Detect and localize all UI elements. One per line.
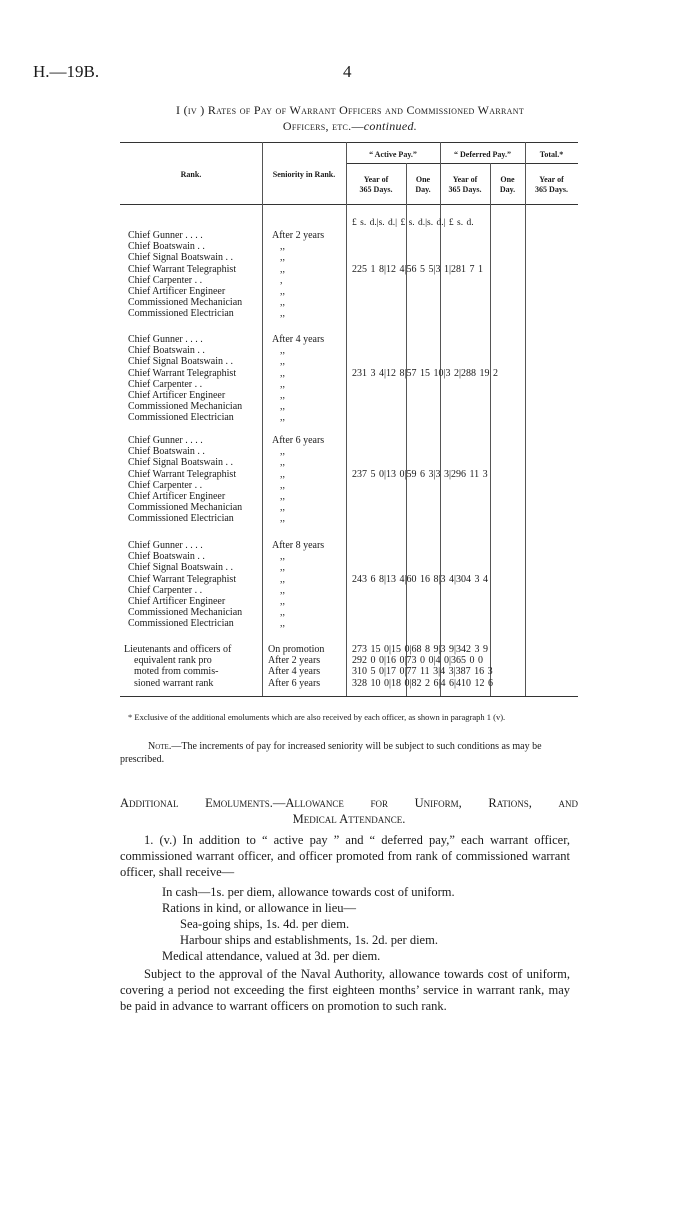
paragraph-2: Subject to the approval of the Naval Authority, allowance towards cost of uniform, covering a period not exceeding the first eighteen months’ service in warrant rank, may be paid in advance to warrant officers on promotion to such rank. [120,967,570,1013]
seniority-cell: ,, [280,573,285,585]
seniority-cell: ,, [280,297,285,309]
seniority-column-divider [346,142,347,696]
active-days-label: 365 Days. [359,185,393,194]
item-medical: Medical attendance, valued at 3d. per diem. [162,949,381,963]
total-days-label: 365 Days. [535,185,568,194]
rank-line: Lieutenants and officers of [124,644,232,655]
rank-cell: Chief Signal Boatswain . . [128,252,233,264]
seniority-cell: ,, [280,596,285,608]
seniority-cell: After 8 years [272,540,325,551]
rank-cell: Chief Gunner . . . . [128,334,203,345]
rank-cell: Chief Gunner . . . . [128,540,203,551]
seniority-line: After 6 years [268,677,321,689]
rank-cell: Chief Gunner . . . . [128,435,203,446]
seniority-cell: ,, [280,308,285,320]
seniority-cell: ,, [280,562,285,574]
rank-cell: Chief Artificer Engineer [128,286,226,298]
rank-cell: Chief Warrant Telegraphist [128,468,237,480]
deferred-days-label: 365 Days. [448,185,482,194]
pay-values-group-4: 243 6 8|13 4|60 16 8|3 4|304 3 4 [352,574,489,585]
seniority-cell: ,, [280,390,285,402]
active-oneday-header [406,175,440,195]
rank-cell: Chief Boatswain . . [128,551,205,563]
rank-cell: Commissioned Electrician [128,308,234,320]
seniority-line: On promotion [268,644,325,655]
seniority-cell: ,, [280,479,285,491]
rank-line: sioned warrant rank [134,677,214,689]
rank-cell: Chief Carpenter . . [128,378,203,390]
document-reference: H.—19B. [33,62,100,81]
seniority-cell: ,, [280,468,285,480]
pay-values-group-2: 231 3 4|12 8|57 15 10|3 2|288 19 2 [352,368,499,379]
seniority-group-1 [272,230,324,320]
rank-cell: Chief Warrant Telegraphist [128,263,237,275]
seniority-group-4 [272,540,324,630]
seniority-cell: ,, [280,286,285,298]
rank-cell: Chief Artificer Engineer [128,390,226,402]
seniority-cell: ,, [280,491,285,503]
rank-cell: Commissioned Mechanician [128,607,243,619]
seniority-line: After 2 years [268,655,321,667]
section-heading-line2: Medical Attendance. [292,812,406,826]
lieutenants-rank-cell [124,644,231,689]
rank-cell: Chief Carpenter . . [128,584,203,596]
pay-values-group-3: 237 5 0|13 0|59 6 3|3 3|296 11 3 [352,469,488,480]
seniority-cell: ,, [280,584,285,596]
rank-line: moted from commis- [134,666,219,678]
note [120,740,580,766]
seniority-cell: ,, [280,551,285,563]
seniority-cell: ,, [280,401,285,413]
item-sea-going: Sea-going ships, 1s. 4d. per diem. [180,917,350,931]
footnote: * Exclusive of the additional emoluments which are also received by each officer, as shown in paragraph 1 (v). [128,712,506,722]
total-year-label: Year of [539,175,564,184]
item-rations: Rations in kind, or allowance in lieu— [162,901,357,915]
rank-cell: Chief Boatswain . . [128,446,205,458]
seniority-cell: After 6 years [272,435,325,446]
deferred-oneday-divider [490,163,491,696]
seniority-cell: , [280,274,283,286]
rank-cell: Chief Signal Boatswain . . [128,356,233,368]
seniority-cell: ,, [280,618,285,630]
pay-values-group-1: 225 1 8|12 4|56 5 5|3 1|281 7 1 [352,264,484,275]
active-pay-header: “ Active Pay.” [369,150,417,159]
active-one-label: One [415,175,431,184]
seniority-cell: ,, [280,446,285,458]
seniority-cell: ,, [280,513,285,525]
seniority-group-3 [272,435,324,525]
table-title-line1: I (iv ) Rates of Pay of Warrant Officers and Commissioned Warrant [175,103,524,117]
rank-cell: Chief Signal Boatswain . . [128,562,233,574]
table-title-line2 [60,118,640,135]
rank-cell: Chief Boatswain . . [128,241,205,253]
pay-values-row: 328 10 0|18 0|82 2 6|4 6|410 12 6 [352,677,494,689]
table-top-rule [120,142,578,143]
seniority-cell: After 2 years [272,230,325,241]
rank-cell: Chief Gunner . . . . [128,230,203,241]
seniority-cell: After 4 years [272,334,325,345]
pay-values-row: 273 15 0|15 0|68 8 9|3 9|342 3 9 [352,644,489,655]
seniority-group-2 [272,334,324,424]
rank-group-2 [128,334,242,424]
rank-cell: Commissioned Mechanician [128,401,243,413]
seniority-cell: ,, [280,356,285,368]
title-line2-text: Officers, etc.— [282,119,364,133]
lieutenants-pay-values [352,644,493,689]
item-cash: In cash—1s. per diem, allowance towards cost of uniform. [162,885,455,899]
active-oneday-divider [406,163,407,696]
currency-units-row: £ s. d.|s. d.| £ s. d.|s. d.| £ s. d. [352,218,474,228]
rank-column-divider [262,142,263,696]
rank-cell: Commissioned Electrician [128,513,234,525]
active-day-label: Day. [415,185,431,194]
rank-group-4 [128,540,242,630]
rank-cell: Chief Artificer Engineer [128,596,226,608]
seniority-cell: ,, [280,263,285,275]
deferred-year-header [440,175,490,195]
total-year-header [525,175,578,195]
deferred-one-label: One [500,175,515,184]
pay-values-row: 310 5 0|17 0|77 11 3|4 3|387 16 3 [352,666,493,678]
deferred-pay-header: “ Deferred Pay.” [454,150,511,159]
note-label: Note. [148,741,172,752]
section-heading-line1: Additional Emoluments.—Allowance for Uniform, Rations, and [120,796,578,810]
page-number: 4 [343,62,352,81]
rank-cell: Chief Warrant Telegraphist [128,573,237,585]
seniority-cell: ,, [280,367,285,379]
rank-cell: Chief Warrant Telegraphist [128,367,237,379]
rank-cell: Commissioned Mechanician [128,297,243,309]
rank-header: Rank. [180,170,202,179]
seniority-cell: ,, [280,607,285,619]
seniority-cell: ,, [280,412,285,424]
seniority-cell: ,, [280,252,285,264]
rank-line: equivalent rank pro [134,655,212,667]
rank-cell: Commissioned Electrician [128,618,234,630]
seniority-cell: ,, [280,502,285,514]
rank-group-1 [128,230,242,320]
table-header-rule [120,204,578,205]
seniority-line: After 4 years [268,666,321,678]
active-year-label: Year of [363,175,389,184]
rank-cell: Chief Carpenter . . [128,479,203,491]
seniority-cell: ,, [280,241,285,253]
rank-cell: Commissioned Mechanician [128,502,243,514]
total-header: Total.* [539,150,564,159]
table-bottom-rule [120,696,578,697]
deferred-oneday-header [490,175,525,195]
rank-cell: Chief Artificer Engineer [128,491,226,503]
rank-group-3 [128,435,242,525]
rank-cell: Chief Signal Boatswain . . [128,457,233,469]
seniority-cell: ,, [280,378,285,390]
seniority-cell: ,, [280,345,285,357]
seniority-header: Seniority in Rank. [272,170,336,179]
deferred-pay-divider [525,142,526,696]
lieutenants-seniority-cell [268,644,324,689]
seniority-cell: ,, [280,457,285,469]
subheader-rule [346,163,578,164]
title-line2-italic: continued. [363,119,418,133]
paragraph-1: 1. (v.) In addition to “ active pay ” and “ deferred pay,” each warrant officer, commissioned warrant officer, and officer promoted from rank of commissioned warrant officer, shall receive— [120,833,570,879]
deferred-day-label: Day. [499,185,516,194]
rank-cell: Commissioned Electrician [128,412,234,424]
pay-values-row: 292 0 0|16 0|73 0 0|4 0|365 0 0 [352,655,484,667]
rank-cell: Chief Carpenter . . [128,274,203,286]
active-year-header [346,175,406,195]
note-text: —The increments of pay for increased seniority will be subject to such conditions as may be prescribed. [120,741,542,765]
deferred-year-label: Year of [452,175,478,184]
rank-cell: Chief Boatswain . . [128,345,205,357]
item-harbour: Harbour ships and establishments, 1s. 2d. per diem. [180,933,438,947]
